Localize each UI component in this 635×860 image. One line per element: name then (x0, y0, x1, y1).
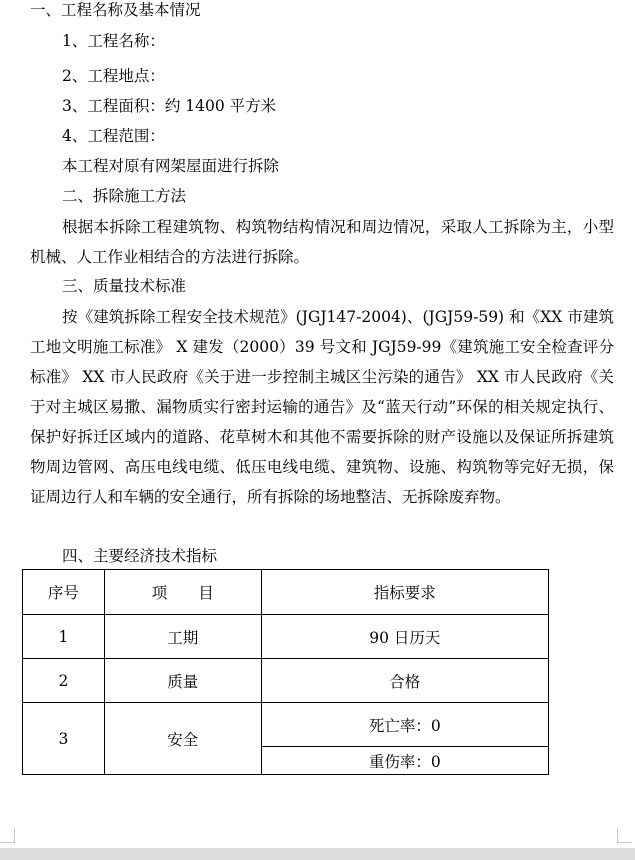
row-no: 2 (23, 659, 105, 703)
project-scope-label: 4、工程范围： (62, 127, 165, 145)
table-row (23, 703, 549, 747)
project-scope-text: 本工程对原有网架屋面进行拆除 (62, 157, 280, 175)
project-name-line: 1、工程名称： (62, 32, 165, 50)
project-area-line: 3、工程面积：约 1400 平方米 (62, 97, 277, 115)
row-item: 安全 (104, 703, 261, 775)
metrics-table (22, 569, 549, 775)
table-row (23, 615, 549, 659)
row-item: 质量 (104, 659, 261, 703)
row-requirement-injury-rate: 重伤率：0 (261, 747, 548, 775)
section-1-heading: 一、工程名称及基本情况 (30, 1, 201, 19)
row-item: 工期 (104, 615, 261, 659)
section-4-heading: 四、主要经济技术指标 (62, 547, 218, 565)
section-3-body: 按《建筑拆除工程安全技术规范》(JGJ147-2004)、(JGJ59-59) 和《XX 市建筑工地文明施工标准》 X 建发（2000）39 号文和 JGJ59-99《建筑施工安全检查评分标准》 XX 市人民政府《关于进一步控制主城区尘污染的通告》 XX 市人民政府《关于对主城区易撒、漏物质实行密封运输的通告》及“蓝天行动”环保的相关规定执行、保护好拆迁区域内的道路、花草树木和其他不需要拆除的财产设施以及保证所拆建筑物周边管网、高压电线电缆、低压电线电缆、建筑物、设施、构筑物等完好无损，保证周边行人和车辆的安全通行，所有拆除的场地整洁、无拆除废弃物。 (30, 308, 614, 506)
header-requirement: 指标要求 (261, 570, 548, 615)
section-2-heading: 二、拆除施工方法 (62, 187, 187, 205)
table-header-row (23, 570, 549, 615)
page-gap-bar (0, 848, 635, 860)
row-requirement: 90 日历天 (261, 615, 548, 659)
header-no: 序号 (23, 570, 105, 615)
section-2-body: 根据本拆除工程建筑物、构筑物结构情况和周边情况，采取人工拆除为主，小型机械、人工作业相结合的方法进行拆除。 (30, 218, 614, 266)
project-location-line: 2、工程地点： (62, 67, 165, 85)
row-requirement: 合格 (261, 659, 548, 703)
row-no: 1 (23, 615, 105, 659)
margin-corner-mark (0, 828, 15, 843)
margin-corner-mark (617, 828, 632, 843)
section-3-heading: 三、质量技术标准 (62, 277, 187, 295)
row-no: 3 (23, 703, 105, 775)
header-item: 项 目 (104, 570, 261, 615)
table-row (23, 659, 549, 703)
row-requirement-death-rate: 死亡率：0 (261, 703, 548, 747)
